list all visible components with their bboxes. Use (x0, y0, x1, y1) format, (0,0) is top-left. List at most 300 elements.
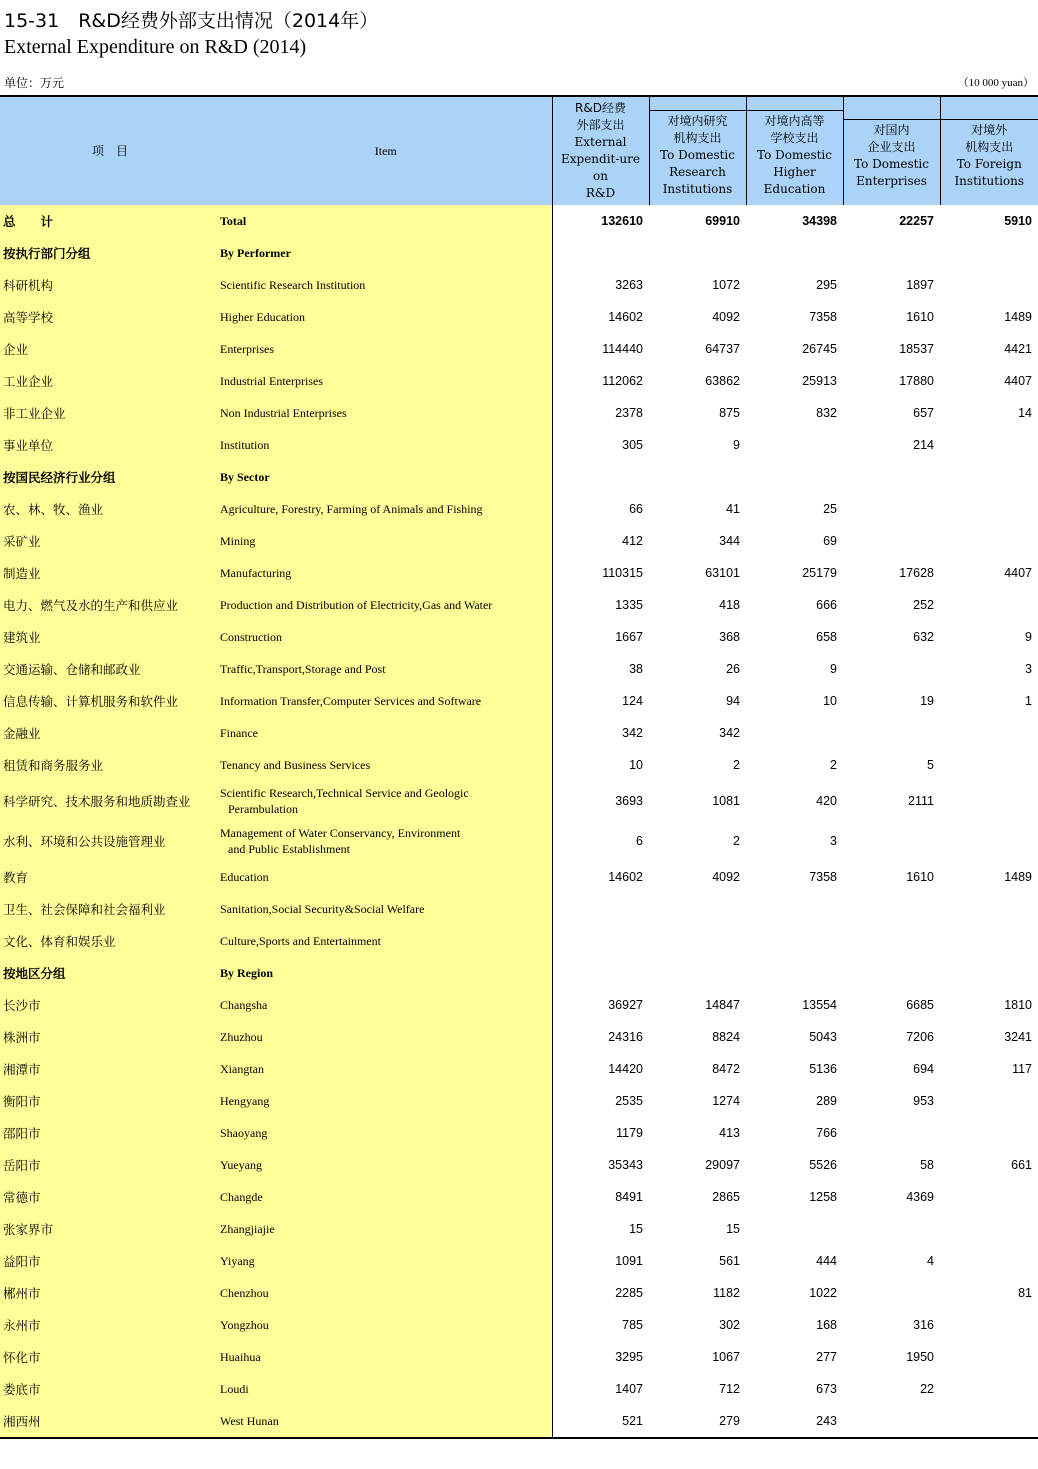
row-label-en-line1: Information Transfer,Computer Services and Software (220, 694, 482, 708)
row-label-cn: 水利、环境和公共设施管理业 (0, 821, 220, 861)
value-cell-col2: 64737 (705, 342, 740, 356)
value-cell-col1: 36927 (552, 989, 649, 1021)
value-cell-col3 (746, 893, 843, 925)
value-cell-col4: 6685 (906, 998, 934, 1012)
header-col-enterprises (843, 97, 940, 205)
row-label-en (220, 237, 552, 269)
value-cell-col2: 368 (719, 630, 740, 644)
header-col2-line4: Research (669, 165, 726, 179)
header-col3-line5: Education (763, 182, 826, 196)
row-label-en (220, 1149, 552, 1181)
value-cell-col3 (746, 461, 843, 493)
row-label-cn: 教育 (0, 861, 220, 893)
row-label-cn: 事业单位 (0, 429, 220, 461)
table-row (0, 1021, 1038, 1053)
value-cell-col5 (940, 1245, 1038, 1277)
row-label-cn: 益阳市 (0, 1245, 220, 1277)
value-cell-col5: 3 (1025, 662, 1032, 676)
row-label-en-line1: Tenancy and Business Services (220, 758, 371, 772)
row-label-cn: 怀化市 (0, 1341, 220, 1373)
row-label-en (220, 1117, 552, 1149)
row-label-en-line1: Huaihua (220, 1350, 261, 1364)
table-row (0, 1213, 1038, 1245)
value-cell-col4: 7206 (906, 1030, 934, 1044)
value-cell-col1: 3693 (552, 781, 649, 821)
row-label-cn: 建筑业 (0, 621, 220, 653)
row-label-en (220, 781, 552, 821)
value-cell-col1: 14420 (552, 1053, 649, 1085)
value-cell-col4: 17628 (899, 566, 934, 580)
value-cell-col4: 252 (913, 598, 934, 612)
row-label-en (220, 653, 552, 685)
value-cell-col3: 34398 (802, 214, 837, 228)
value-cell-col1: 38 (552, 653, 649, 685)
value-cell-col1 (552, 237, 649, 269)
table-row (0, 525, 1038, 557)
row-label-en-line1: Management of Water Conservancy, Environment (220, 826, 461, 840)
value-cell-col3: 3 (830, 834, 837, 848)
value-cell-col1 (552, 925, 649, 957)
header-row (0, 97, 1038, 205)
value-cell-col2: 9 (733, 438, 740, 452)
value-cell-col5 (940, 1405, 1038, 1437)
value-cell-col5 (940, 821, 1038, 861)
value-cell-col1: 521 (552, 1405, 649, 1437)
value-cell-col4 (843, 525, 940, 557)
row-label-en-line1: Higher Education (220, 310, 305, 324)
expenditure-table (0, 97, 1038, 1437)
value-cell-col4: 2111 (908, 794, 934, 808)
row-label-en-line1: Changde (220, 1190, 263, 1204)
row-label-en (220, 365, 552, 397)
value-cell-col3: 168 (816, 1318, 837, 1332)
value-cell-col1: 1091 (552, 1245, 649, 1277)
value-cell-col4: 4 (927, 1254, 934, 1268)
row-label-en (220, 557, 552, 589)
value-cell-col4: 5 (927, 758, 934, 772)
row-label-en-line1: Loudi (220, 1382, 249, 1396)
table-row (0, 1405, 1038, 1437)
page-title-cn: 15-31 R&D经费外部支出情况（2014年） (4, 10, 379, 32)
value-cell-col3: 13554 (802, 998, 837, 1012)
value-cell-col3 (746, 925, 843, 957)
value-cell-col3 (746, 1213, 843, 1245)
value-cell-col2: 94 (726, 694, 740, 708)
value-cell-col1: 342 (552, 717, 649, 749)
value-cell-col5 (940, 957, 1038, 989)
value-cell-col4 (843, 893, 940, 925)
row-label-en (220, 589, 552, 621)
header-col4-line2: 企业支出 (867, 139, 916, 154)
value-cell-col4: 18537 (899, 342, 934, 356)
value-cell-col2 (649, 461, 746, 493)
value-cell-col5: 4407 (1004, 566, 1032, 580)
value-cell-col2 (649, 237, 746, 269)
value-cell-col3: 25179 (802, 566, 837, 580)
row-label-en (220, 1309, 552, 1341)
row-label-en (220, 717, 552, 749)
value-cell-col3: 1022 (809, 1286, 837, 1300)
row-label-cn: 株洲市 (0, 1021, 220, 1053)
value-cell-col4: 22257 (899, 214, 934, 228)
row-label-en (220, 957, 552, 989)
row-label-cn: 采矿业 (0, 525, 220, 557)
row-label-en-line1: Total (220, 214, 247, 228)
header-item-cn: 项 目 (0, 97, 220, 205)
value-cell-col2 (649, 957, 746, 989)
table-row (0, 429, 1038, 461)
expenditure-table-container (0, 95, 1038, 1439)
header-col-research (649, 97, 746, 205)
table-row (0, 1053, 1038, 1085)
table-row (0, 237, 1038, 269)
row-label-cn: 张家界市 (0, 1213, 220, 1245)
header-col1-line3: External (574, 135, 627, 149)
header-col1-line5: R&D (585, 186, 616, 200)
value-cell-col5 (940, 589, 1038, 621)
table-row (0, 1373, 1038, 1405)
table-row (0, 653, 1038, 685)
row-label-cn: 交通运输、仓储和邮政业 (0, 653, 220, 685)
header-col1-line4: Expendit-ure on (560, 152, 640, 183)
row-label-en (220, 461, 552, 493)
value-cell-col1: 1407 (552, 1373, 649, 1405)
table-row (0, 589, 1038, 621)
row-label-en (220, 685, 552, 717)
value-cell-col1: 14602 (552, 861, 649, 893)
row-label-en-line2: Perambulation (228, 802, 298, 816)
row-label-en-line1: Mining (220, 534, 256, 548)
value-cell-col1: 1667 (552, 621, 649, 653)
row-label-en (220, 621, 552, 653)
table-row (0, 1149, 1038, 1181)
value-cell-col5: 81 (1018, 1286, 1032, 1300)
value-cell-col5 (940, 493, 1038, 525)
table-row (0, 301, 1038, 333)
row-label-en-line1: Enterprises (220, 342, 274, 356)
table-row (0, 925, 1038, 957)
value-cell-col3: 666 (816, 598, 837, 612)
value-cell-col3: 25913 (802, 374, 837, 388)
row-label-cn: 非工业企业 (0, 397, 220, 429)
row-label-cn: 衡阳市 (0, 1085, 220, 1117)
table-row (0, 1085, 1038, 1117)
value-cell-col3: 26745 (802, 342, 837, 356)
value-cell-col2: 875 (719, 406, 740, 420)
value-cell-col1: 785 (552, 1309, 649, 1341)
value-cell-col4: 632 (913, 630, 934, 644)
header-col2-line2: 机构支出 (673, 131, 722, 145)
table-row (0, 957, 1038, 989)
row-label-cn: 湘潭市 (0, 1053, 220, 1085)
row-label-en (220, 1053, 552, 1085)
row-label-en (220, 525, 552, 557)
value-cell-col1: 15 (552, 1213, 649, 1245)
header-col-total (552, 97, 649, 205)
value-cell-col1: 14602 (552, 301, 649, 333)
row-label-cn: 邵阳市 (0, 1117, 220, 1149)
value-cell-col4: 22 (920, 1382, 934, 1396)
header-col5-line4: Institutions (954, 173, 1025, 188)
table-row (0, 1117, 1038, 1149)
value-cell-col4 (843, 957, 940, 989)
page-title-en: External Expenditure on R&D (2014) (4, 36, 307, 58)
row-label-en-line1: Zhangjiajie (220, 1222, 275, 1236)
value-cell-col3 (746, 429, 843, 461)
value-cell-col2: 2865 (712, 1190, 740, 1204)
unit-label-en: （10 000 yuan） (957, 77, 1034, 89)
row-label-cn: 信息传输、计算机服务和软件业 (0, 685, 220, 717)
row-label-en-line2: and Public Establishment (228, 842, 350, 856)
value-cell-col2: 1067 (712, 1350, 740, 1364)
row-label-en-line1: Culture,Sports and Entertainment (220, 934, 381, 948)
row-label-cn: 娄底市 (0, 1373, 220, 1405)
value-cell-col2: 1182 (713, 1286, 740, 1300)
header-col1-line1: R&D经费 (575, 101, 626, 115)
row-label-cn: 科学研究、技术服务和地质勘查业 (0, 781, 220, 821)
value-cell-col1: 2378 (552, 397, 649, 429)
header-col5-line1: 对境外 (971, 122, 1008, 137)
value-cell-col1 (552, 893, 649, 925)
table-row (0, 621, 1038, 653)
row-label-cn: 按执行部门分组 (0, 237, 220, 269)
value-cell-col2: 41 (726, 502, 740, 516)
value-cell-col3: 766 (816, 1126, 837, 1140)
value-cell-col1: 110315 (552, 557, 649, 589)
row-label-en (220, 989, 552, 1021)
row-label-cn: 租赁和商务服务业 (0, 749, 220, 781)
row-label-en-line1: Changsha (220, 998, 268, 1012)
row-label-cn: 长沙市 (0, 989, 220, 1021)
value-cell-col5: 4421 (1004, 342, 1032, 356)
value-cell-col4 (843, 237, 940, 269)
value-cell-col3: 5043 (809, 1030, 837, 1044)
row-label-cn: 金融业 (0, 717, 220, 749)
header-col-foreign (940, 97, 1038, 205)
value-cell-col5: 5910 (1004, 214, 1032, 228)
value-cell-col2: 4092 (712, 310, 740, 324)
value-cell-col5 (940, 1373, 1038, 1405)
row-label-en (220, 925, 552, 957)
value-cell-col3: 9 (830, 662, 837, 676)
value-cell-col2: 561 (719, 1254, 740, 1268)
row-label-en-line1: Industrial Enterprises (220, 374, 323, 388)
value-cell-col3: 658 (816, 630, 837, 644)
table-row (0, 893, 1038, 925)
table-row (0, 781, 1038, 821)
row-label-en-line1: Scientific Research Institution (220, 278, 366, 292)
value-cell-col3: 7358 (809, 310, 837, 324)
value-cell-col1: 10 (552, 749, 649, 781)
header-col3-line1: 对境内高等 (764, 114, 825, 128)
table-row (0, 861, 1038, 893)
table-row (0, 749, 1038, 781)
value-cell-col2: 413 (719, 1126, 740, 1140)
value-cell-col4 (843, 1405, 940, 1437)
value-cell-col3: 1258 (809, 1190, 837, 1204)
value-cell-col2: 14847 (705, 998, 740, 1012)
row-label-en-line1: Sanitation,Social Security&Social Welfare (220, 902, 425, 916)
table-row (0, 269, 1038, 301)
row-label-cn: 永州市 (0, 1309, 220, 1341)
value-cell-col4: 316 (913, 1318, 934, 1332)
row-label-en (220, 1341, 552, 1373)
unit-label-cn: 单位：万元 (4, 76, 65, 90)
value-cell-col5: 1489 (1004, 870, 1032, 884)
row-label-cn: 总 计 (0, 205, 220, 237)
value-cell-col2: 1081 (712, 794, 740, 808)
value-cell-col4: 19 (920, 694, 934, 708)
value-cell-col4: 17880 (899, 374, 934, 388)
value-cell-col1: 114440 (552, 333, 649, 365)
value-cell-col5 (940, 1309, 1038, 1341)
value-cell-col5 (940, 893, 1038, 925)
table-body (0, 205, 1038, 1437)
value-cell-col4: 953 (913, 1094, 934, 1108)
value-cell-col5: 661 (1011, 1158, 1032, 1172)
row-label-cn: 湘西州 (0, 1405, 220, 1437)
row-label-cn: 制造业 (0, 557, 220, 589)
header-item-en: Item (220, 97, 552, 205)
value-cell-col3 (746, 237, 843, 269)
row-label-en-line1: Zhuzhou (220, 1030, 263, 1044)
value-cell-col3: 444 (816, 1254, 837, 1268)
value-cell-col5 (940, 781, 1038, 821)
row-label-cn: 按地区分组 (0, 957, 220, 989)
value-cell-col1 (552, 461, 649, 493)
table-row (0, 365, 1038, 397)
value-cell-col3: 2 (830, 758, 837, 772)
value-cell-col5: 1489 (1004, 310, 1032, 324)
row-label-cn: 按国民经济行业分组 (0, 461, 220, 493)
row-label-en (220, 821, 552, 861)
row-label-en-line1: Production and Distribution of Electricity,Gas and Water (220, 598, 493, 612)
value-cell-col5: 4407 (1004, 374, 1032, 388)
value-cell-col5: 117 (1012, 1062, 1032, 1076)
value-cell-col5 (940, 1181, 1038, 1213)
value-cell-col3 (746, 957, 843, 989)
value-cell-col1: 2535 (552, 1085, 649, 1117)
value-cell-col1: 3263 (552, 269, 649, 301)
row-label-en (220, 749, 552, 781)
value-cell-col1: 6 (552, 821, 649, 861)
header-col3-line4: Higher (773, 165, 816, 179)
row-label-en (220, 269, 552, 301)
value-cell-col1: 305 (552, 429, 649, 461)
value-cell-col4: 657 (913, 406, 934, 420)
value-cell-col5: 14 (1018, 406, 1032, 420)
row-label-en (220, 1405, 552, 1437)
value-cell-col3: 673 (816, 1382, 837, 1396)
row-label-en-line1: Agriculture, Forestry, Farming of Animals and Fishing (220, 502, 483, 516)
row-label-en-line1: Shaoyang (220, 1126, 268, 1140)
value-cell-col5: 1 (1025, 694, 1032, 708)
value-cell-col2: 8472 (712, 1062, 740, 1076)
row-label-en-line1: Xiangtan (220, 1062, 264, 1076)
value-cell-col1: 1335 (552, 589, 649, 621)
row-label-en-line1: By Sector (220, 470, 270, 484)
value-cell-col2: 1274 (712, 1094, 740, 1108)
table-row (0, 717, 1038, 749)
value-cell-col1: 1179 (552, 1117, 649, 1149)
value-cell-col2 (649, 925, 746, 957)
row-label-en (220, 493, 552, 525)
value-cell-col2: 63101 (705, 566, 740, 580)
value-cell-col4: 4369 (906, 1190, 934, 1204)
row-label-cn: 工业企业 (0, 365, 220, 397)
value-cell-col2: 69910 (705, 214, 740, 228)
value-cell-col4 (843, 1117, 940, 1149)
value-cell-col2: 418 (719, 598, 740, 612)
header-col2-line5: Institutions (662, 182, 733, 196)
value-cell-col3: 10 (823, 694, 837, 708)
row-label-cn: 卫生、社会保障和社会福利业 (0, 893, 220, 925)
row-label-en-line1: Traffic,Transport,Storage and Post (220, 662, 386, 676)
row-label-cn: 农、林、牧、渔业 (0, 493, 220, 525)
header-col4-line3: To Domestic (854, 156, 929, 171)
value-cell-col1: 24316 (552, 1021, 649, 1053)
value-cell-col4 (843, 653, 940, 685)
row-label-en (220, 397, 552, 429)
value-cell-col3 (746, 717, 843, 749)
row-label-cn: 电力、燃气及水的生产和供应业 (0, 589, 220, 621)
value-cell-col3: 5136 (809, 1062, 837, 1076)
value-cell-col4: 1897 (906, 278, 934, 292)
value-cell-col5 (940, 1117, 1038, 1149)
row-label-en (220, 1021, 552, 1053)
row-label-en-line1: Institution (220, 438, 270, 452)
value-cell-col2: 15 (726, 1222, 740, 1236)
value-cell-col3: 277 (816, 1350, 837, 1364)
value-cell-col5 (940, 525, 1038, 557)
row-label-en (220, 301, 552, 333)
row-label-en-line1: Manufacturing (220, 566, 292, 580)
value-cell-col3: 5526 (809, 1158, 837, 1172)
value-cell-col4: 58 (920, 1158, 934, 1172)
header-col4-line4: Enterprises (856, 173, 927, 188)
row-label-en-line1: Education (220, 870, 269, 884)
value-cell-col1: 2285 (552, 1277, 649, 1309)
value-cell-col4 (843, 821, 940, 861)
row-label-en (220, 1181, 552, 1213)
value-cell-col3: 420 (816, 794, 837, 808)
table-row (0, 1341, 1038, 1373)
value-cell-col2: 26 (726, 662, 740, 676)
table-row (0, 557, 1038, 589)
value-cell-col5 (940, 1213, 1038, 1245)
value-cell-col2: 2 (733, 834, 740, 848)
value-cell-col3: 69 (823, 534, 837, 548)
row-label-cn: 文化、体育和娱乐业 (0, 925, 220, 957)
row-label-en-line1: Construction (220, 630, 282, 644)
value-cell-col2: 279 (719, 1414, 740, 1428)
value-cell-col5 (940, 269, 1038, 301)
value-cell-col3: 25 (823, 502, 837, 516)
row-label-cn: 郴州市 (0, 1277, 220, 1309)
row-label-en-line1: Non Industrial Enterprises (220, 406, 347, 420)
row-label-en-line1: Yueyang (220, 1158, 262, 1172)
table-row (0, 461, 1038, 493)
table-row (0, 685, 1038, 717)
row-label-cn: 企业 (0, 333, 220, 365)
value-cell-col1 (552, 957, 649, 989)
value-cell-col3: 7358 (809, 870, 837, 884)
row-label-en (220, 429, 552, 461)
header-col4-line1: 对国内 (873, 122, 910, 137)
header-col2-line1: 对境内研究 (667, 114, 728, 128)
value-cell-col4: 694 (913, 1062, 934, 1076)
value-cell-col2: 8824 (712, 1030, 740, 1044)
